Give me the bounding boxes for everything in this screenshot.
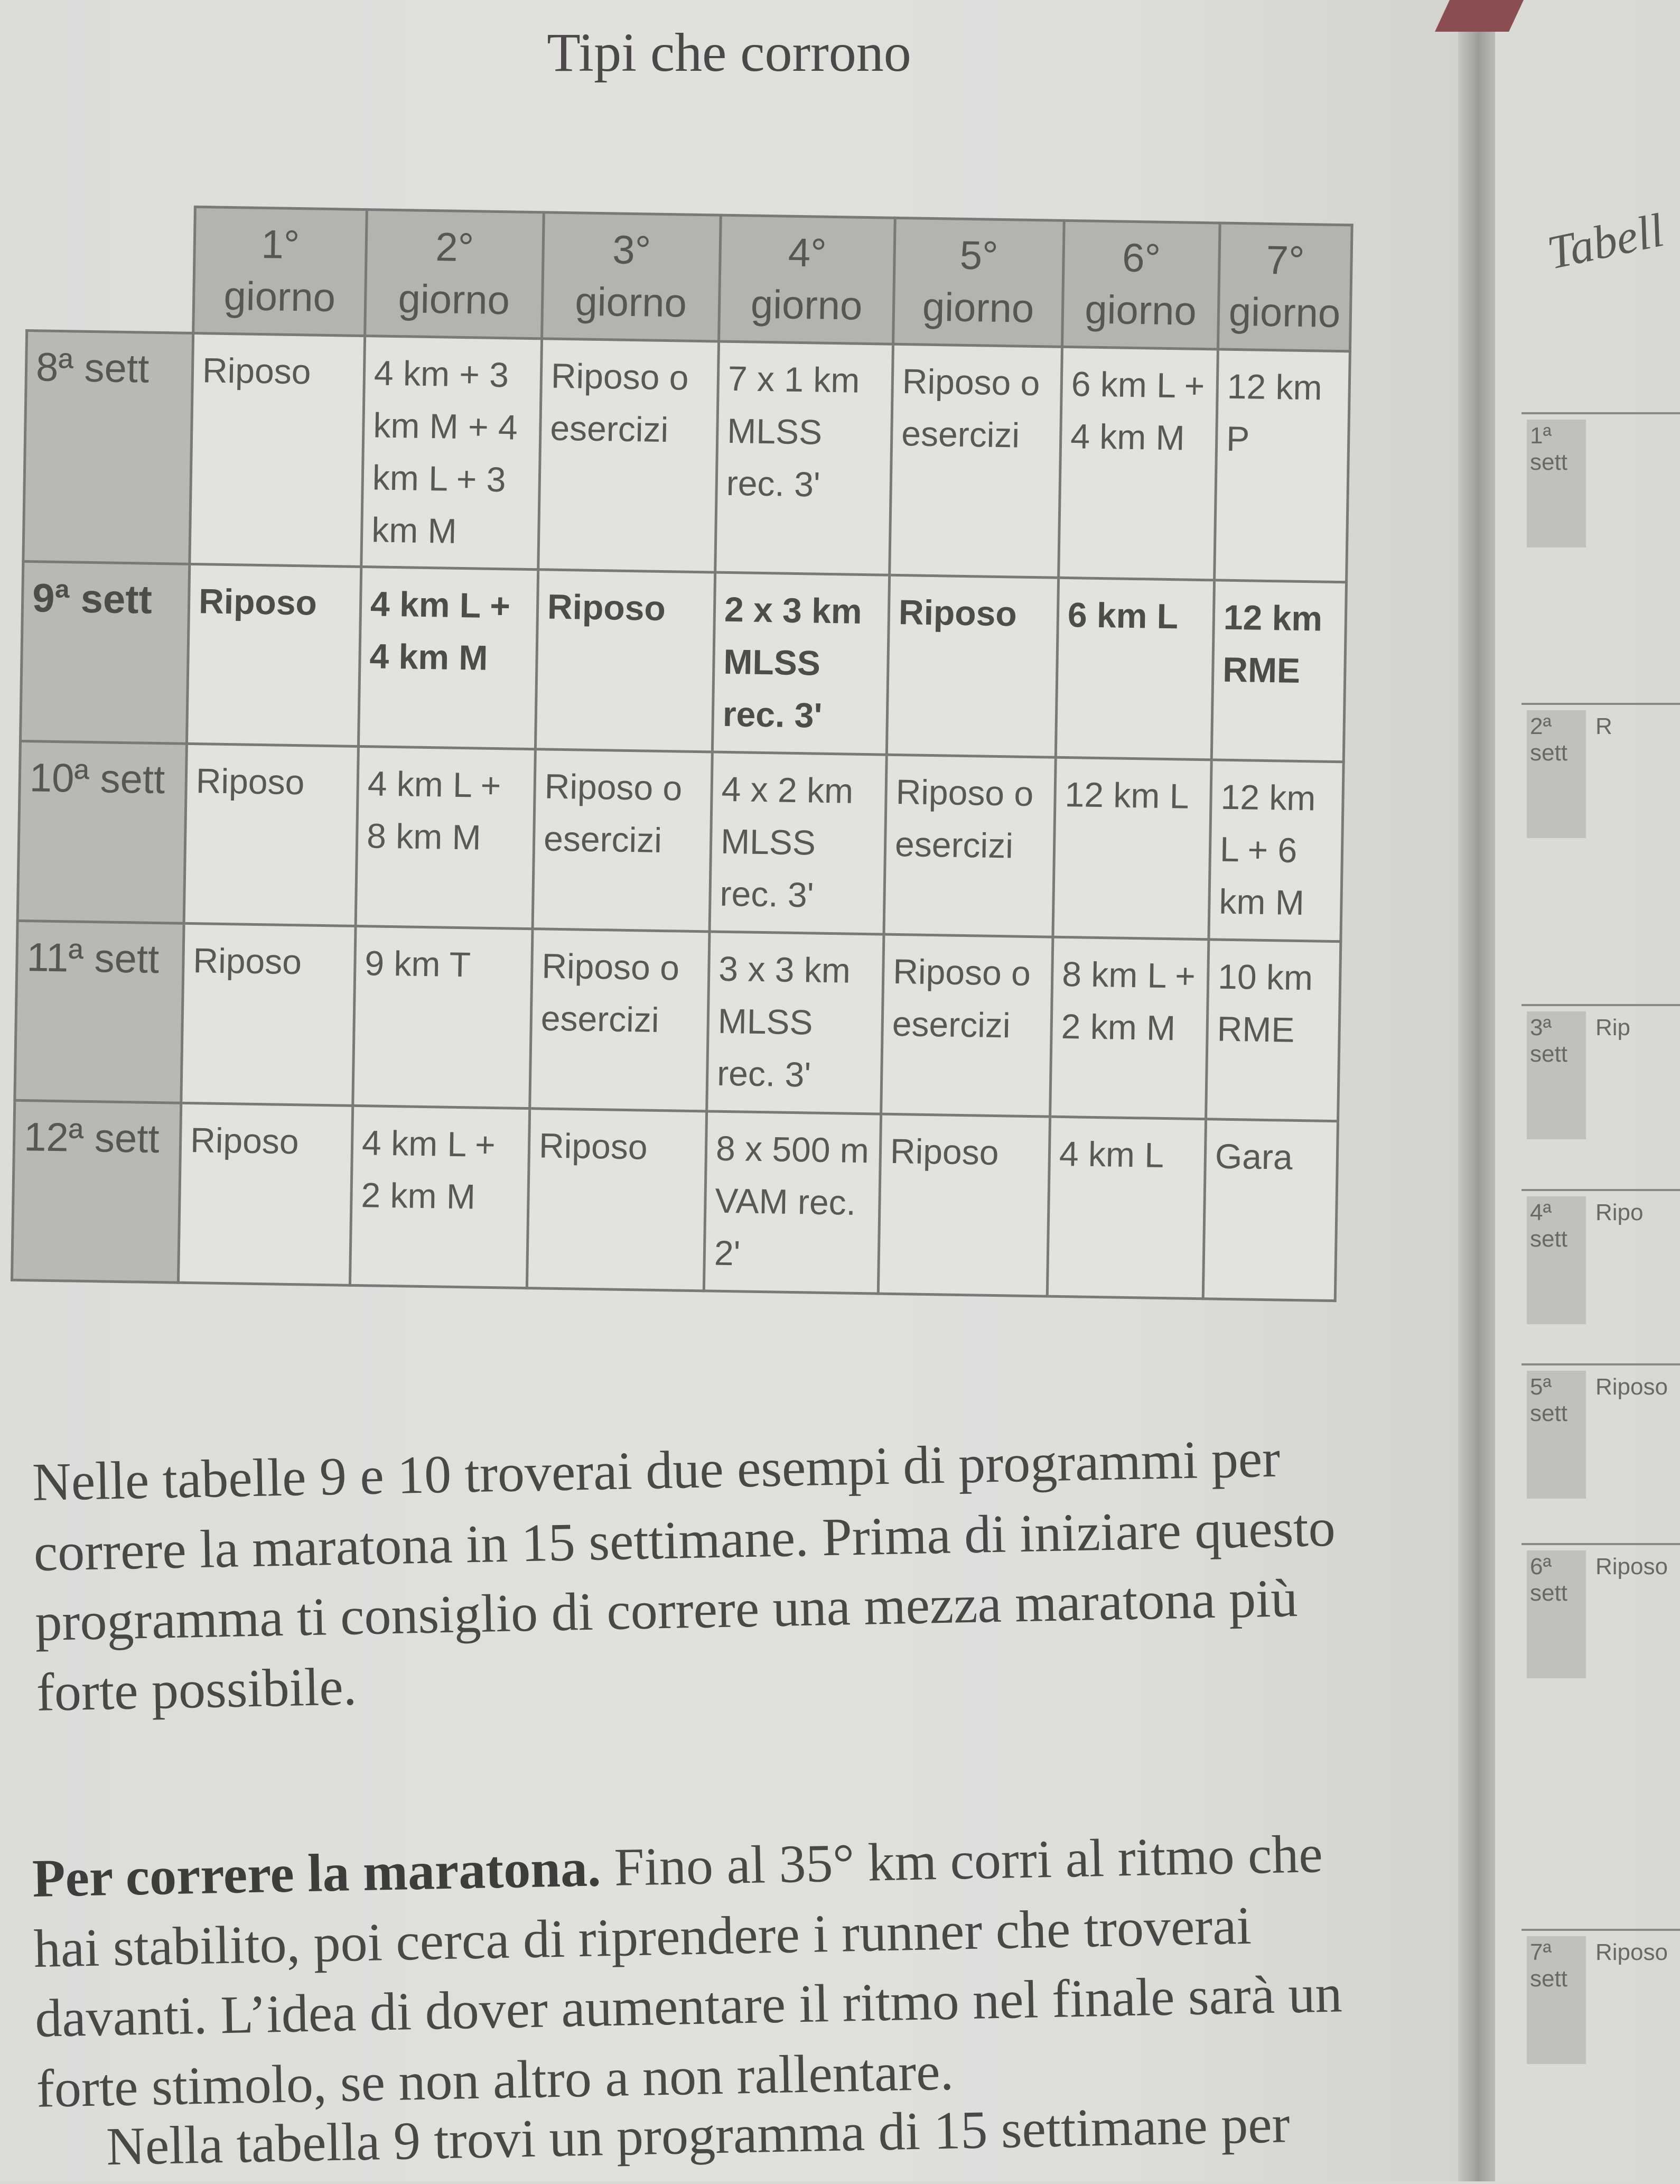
table-cell: 6 km L bbox=[1056, 578, 1214, 760]
table-row bbox=[21, 561, 1347, 761]
facing-table-row bbox=[1522, 1004, 1680, 1133]
table-cell: Riposo bbox=[878, 1114, 1050, 1296]
facing-cell: R bbox=[1595, 713, 1612, 739]
facing-page-title: Tabell bbox=[1543, 203, 1668, 280]
facing-table-row bbox=[1522, 1363, 1680, 1492]
table-cell: Riposo bbox=[186, 564, 361, 746]
table-header-row bbox=[27, 205, 1352, 351]
table-cell: Riposo bbox=[535, 569, 715, 751]
facing-cell: Rip bbox=[1595, 1015, 1631, 1040]
facing-week-label: 5ª sett bbox=[1527, 1371, 1586, 1499]
day-header: 4° giorno bbox=[719, 215, 895, 344]
facing-week-label: 4ª sett bbox=[1527, 1196, 1586, 1324]
table-row bbox=[15, 921, 1341, 1121]
table-cell: 4 km + 3 km M + 4 km L + 3 km M bbox=[361, 336, 542, 569]
table-cell: Riposo o esercizi bbox=[538, 338, 719, 572]
facing-week-label: 3ª sett bbox=[1527, 1011, 1586, 1139]
table-cell: 4 x 2 km MLSS rec. 3' bbox=[710, 752, 886, 934]
table-cell: Riposo bbox=[184, 744, 358, 926]
day-header: 7° giorno bbox=[1218, 223, 1352, 351]
table-cell: 7 x 1 km MLSS rec. 3' bbox=[715, 341, 893, 575]
table-cell: Riposo bbox=[527, 1108, 706, 1290]
facing-cell: Riposo bbox=[1595, 1939, 1668, 1965]
body-paragraph: Nelle tabelle 9 e 10 troverai due esempi di programmi per correre la maratona in 15 settimane. Prima di iniziare questo programma ti consiglio di correre una mezza maratona più forte possibile. bbox=[32, 1428, 1336, 1723]
week-label: 9ª sett bbox=[21, 561, 190, 744]
day-header: 3° giorno bbox=[542, 212, 721, 341]
week-label: 8ª sett bbox=[23, 330, 193, 564]
facing-table-row bbox=[1522, 1929, 1680, 2058]
body-paragraph bbox=[32, 1819, 1363, 2124]
table-cell: 4 km L + 2 km M bbox=[350, 1105, 529, 1288]
facing-cell: Riposo bbox=[1595, 1554, 1668, 1579]
table-cell: 10 km RME bbox=[1206, 939, 1341, 1121]
week-label: 10ª sett bbox=[17, 741, 186, 923]
facing-week-label: 1ª sett bbox=[1527, 420, 1586, 547]
facing-table-row bbox=[1522, 412, 1680, 541]
facing-week-label: 2ª sett bbox=[1527, 710, 1586, 838]
table-cell: 4 km L bbox=[1047, 1117, 1206, 1299]
facing-cell: Ripo bbox=[1595, 1200, 1644, 1225]
table-cell: 6 km L + 4 km M bbox=[1059, 347, 1218, 580]
header-blank-cell bbox=[27, 205, 195, 333]
facing-table-row bbox=[1522, 1189, 1680, 1318]
table-cell: Riposo bbox=[178, 1103, 352, 1285]
table-cell: 4 km L + 4 km M bbox=[358, 566, 538, 749]
table-cell: 3 x 3 km MLSS rec. 3' bbox=[707, 932, 884, 1114]
day-header: 5° giorno bbox=[893, 218, 1065, 347]
table-cell: Riposo o esercizi bbox=[881, 934, 1053, 1117]
table-cell: Riposo bbox=[190, 333, 365, 566]
table-cell: Riposo o esercizi bbox=[884, 755, 1056, 937]
table-cell: Riposo o esercizi bbox=[533, 749, 712, 931]
facing-week-label: 6ª sett bbox=[1527, 1550, 1586, 1678]
table-cell: 4 km L + 8 km M bbox=[356, 746, 535, 928]
day-header: 2° giorno bbox=[365, 210, 544, 339]
table-cell: 2 x 3 km MLSS rec. 3' bbox=[712, 572, 889, 755]
table-cell: 12 km L bbox=[1053, 757, 1211, 940]
running-title: Tipi che corrono bbox=[547, 22, 911, 83]
table-cell: Gara bbox=[1203, 1119, 1338, 1300]
week-label: 11ª sett bbox=[15, 921, 184, 1103]
table-cell: 12 km L + 6 km M bbox=[1209, 759, 1343, 941]
day-header: 1° giorno bbox=[193, 207, 367, 336]
table-cell: Riposo o esercizi bbox=[530, 928, 710, 1111]
paragraph-lead: Per correre la maratona. bbox=[32, 1838, 602, 1909]
week-label: 12ª sett bbox=[12, 1100, 181, 1282]
facing-table-row bbox=[1522, 703, 1680, 832]
day-header: 6° giorno bbox=[1062, 220, 1220, 349]
table-cell: Riposo bbox=[886, 575, 1058, 757]
facing-table-row bbox=[1522, 1543, 1680, 1672]
table-cell: Riposo bbox=[181, 923, 356, 1105]
table-row bbox=[17, 741, 1343, 941]
facing-cell: Riposo bbox=[1595, 1374, 1668, 1400]
facing-week-label: 7ª sett bbox=[1527, 1936, 1586, 2064]
table-cell: 9 km T bbox=[353, 926, 533, 1108]
table-cell: 12 km RME bbox=[1211, 580, 1346, 761]
table-cell: 8 km L + 2 km M bbox=[1050, 937, 1209, 1119]
table-cell: 12 km P bbox=[1215, 349, 1350, 582]
paragraph-text: Fino al 35° km corri al ritmo che hai stabilito, poi cerca di riprendere i runner che troverai davanti. L’idea di dover aumentare il ritmo nel finale sarà un forte stimolo, se non altro a non rallentare. bbox=[33, 1824, 1343, 2119]
training-table bbox=[11, 203, 1354, 1302]
table-row bbox=[23, 330, 1350, 582]
book-gutter bbox=[1458, 0, 1495, 2181]
table-row bbox=[12, 1100, 1338, 1300]
body-paragraph: Nella tabella 9 trovi un programma di 15 settimane per bbox=[106, 2094, 1291, 2177]
table-cell: 8 x 500 m VAM rec. 2' bbox=[704, 1111, 881, 1294]
table-cell: Riposo o esercizi bbox=[890, 344, 1062, 578]
